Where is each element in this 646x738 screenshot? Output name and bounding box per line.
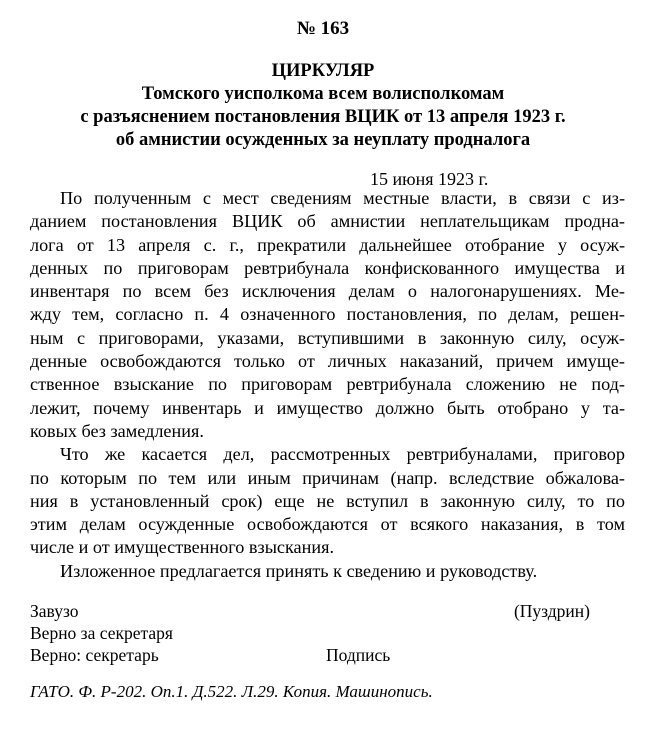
body-line: числе и от имущественного взыскания.: [30, 537, 335, 558]
body-line: ственное взыскание по приговорам ревтрибунала сложению не под-: [30, 374, 625, 395]
body-line: Изложенное предлагается принять к сведению и руководству.: [60, 560, 538, 581]
body-line: этим делам осужденные освобождаются от всякого наказания, в том: [30, 514, 625, 535]
body-line: ковых без замедления.: [30, 420, 204, 441]
body-line: по которым по тем или иным причинам (напр. вследствие обжалова-: [30, 467, 625, 488]
archive-reference: ГАТО. Ф. Р-202. Оп.1. Д.522. Л.29. Копия. Машинопись.: [30, 682, 433, 701]
body-line: данием постановления ВЦИК об амнистии неплательщикам продна-: [30, 211, 625, 232]
signature-title-zavuzo: Завузо: [30, 601, 79, 621]
signature-block: [30, 600, 590, 666]
document-date: 15 июня 1923 г.: [370, 169, 489, 189]
body-line: инвентаря по всем без исключения делам о налогонарушениях. Ме-: [30, 281, 625, 302]
body-line: ным с приговорами, указами, вступившими в законную силу, осуж-: [30, 327, 625, 348]
body-line: жду тем, согласно п. 4 означенного постановления, по делам, решен-: [30, 304, 625, 325]
title-line-circular: ЦИРКУЛЯР: [271, 61, 375, 81]
signature-podpis: Подпись: [326, 645, 391, 665]
title-line-topic: об амнистии осужденных за неуплату продналога: [115, 130, 531, 150]
document-body: [30, 187, 625, 583]
body-line: ния в установленный срок) еще не вступил в законную силу, то по: [30, 490, 625, 511]
document-title: [0, 60, 646, 152]
signature-verno-za-secretarya: Верно за секретаря: [30, 623, 173, 643]
signature-verno-secretar: Верно: секретарь: [30, 645, 159, 665]
document-number: № 163: [296, 18, 350, 39]
signature-row-secretary-for: [30, 622, 590, 644]
signature-row-secretary: [30, 644, 590, 666]
body-line: денные освобождаются только от личных наказаний, причем имуще-: [30, 351, 625, 372]
body-line: лога от 13 апреля с. г., прекратили дальнейшее отобрание у осуж-: [30, 234, 625, 255]
title-line-issuer: Томского уисполкома всем волисполкомам: [141, 84, 505, 104]
body-line: денных по приговорам ревтрибунала конфискованного имущества и: [30, 257, 625, 278]
signature-name-puzdrin: (Пуздрин): [513, 601, 590, 621]
signature-row-zavuzo: [30, 600, 590, 622]
body-line: По полученным с мест сведениям местные власти, в связи с из-: [60, 188, 625, 208]
body-line: Что же касается дел, рассмотренных ревтрибуналами, приговор: [60, 444, 625, 465]
body-line: лежит, почему инвентарь и имущество должно быть отобрано у та-: [30, 397, 625, 418]
title-line-subject: с разъяснением постановления ВЦИК от 13 апреля 1923 г.: [80, 107, 566, 127]
